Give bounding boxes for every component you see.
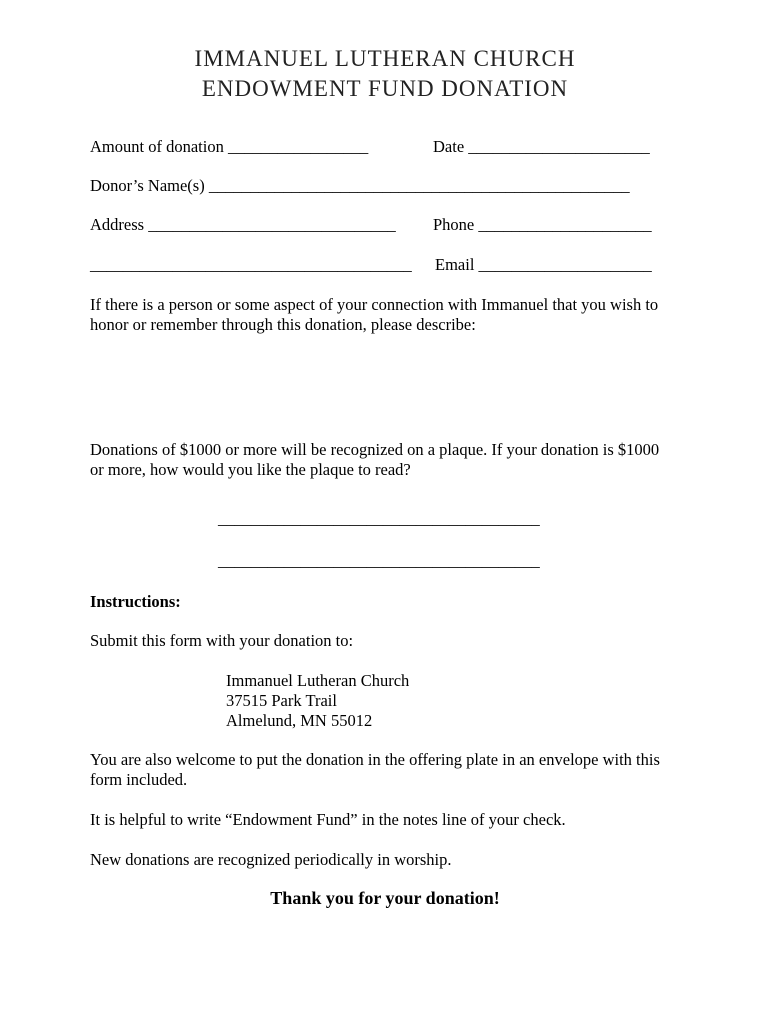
title-line-2: ENDOWMENT FUND DONATION bbox=[201, 76, 569, 101]
church-address-line-2: 37515 Park Trail bbox=[226, 691, 337, 710]
donor-name-field[interactable]: Donor’s Name(s) ___________________________________________________ bbox=[90, 176, 630, 195]
email-field[interactable]: Email _____________________ bbox=[435, 255, 652, 274]
address-line-2-field[interactable]: _______________________________________ bbox=[90, 255, 412, 274]
instructions-heading: Instructions: bbox=[90, 592, 181, 611]
thank-you-text: Thank you for your donation! bbox=[270, 888, 500, 908]
address-field[interactable]: Address ______________________________ bbox=[90, 215, 396, 234]
plaque-paragraph: Donations of $1000 or more will be recognized on a plaque. If your donation is $1000 or more, how would you like the plaque to read? bbox=[90, 440, 660, 479]
plaque-line-2[interactable]: _______________________________________ bbox=[218, 551, 540, 570]
recognized-paragraph: New donations are recognized periodically in worship. bbox=[90, 850, 452, 869]
honor-paragraph: If there is a person or some aspect of your connection with Immanuel that you wish to honor or remember through this donation, please describe: bbox=[90, 295, 659, 334]
offering-paragraph: You are also welcome to put the donation in the offering plate in an envelope with this form included. bbox=[90, 750, 660, 789]
title-line-1: IMMANUEL LUTHERAN CHURCH bbox=[194, 46, 576, 71]
plaque-line-1[interactable]: _______________________________________ bbox=[218, 509, 540, 528]
amount-field[interactable]: Amount of donation _________________ bbox=[90, 137, 369, 156]
submit-text: Submit this form with your donation to: bbox=[90, 631, 354, 650]
phone-field[interactable]: Phone _____________________ bbox=[433, 215, 652, 234]
church-address-line-3: Almelund, MN 55012 bbox=[226, 711, 373, 730]
church-address-line-1: Immanuel Lutheran Church bbox=[226, 671, 410, 690]
date-field[interactable]: Date ______________________ bbox=[433, 137, 650, 156]
notes-paragraph: It is helpful to write “Endowment Fund” in the notes line of your check. bbox=[90, 810, 566, 829]
